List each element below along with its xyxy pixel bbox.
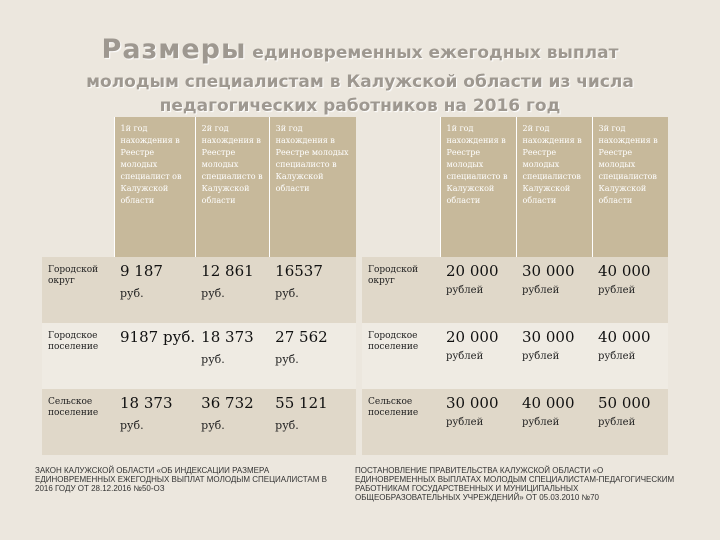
value-cell: 9187 руб. bbox=[114, 323, 195, 389]
row-label-cell: Сельское поселение bbox=[362, 389, 440, 455]
value-cell: 20 000 рублей bbox=[440, 257, 516, 323]
header-cell: 1й год нахождения в Реестре молодых специалист ов Калужской области bbox=[114, 117, 195, 257]
table-corner-cell bbox=[362, 117, 440, 257]
header-cell: 3й год нахождения в Реестре молодых специалисто в Калужской области bbox=[269, 117, 356, 257]
row-label-cell: Городской округ bbox=[362, 257, 440, 323]
table-row bbox=[42, 257, 356, 323]
value-cell: 55 121 руб. bbox=[269, 389, 356, 455]
table-row bbox=[42, 389, 356, 455]
header-cell: 1й год нахождения в Реестре молодых специалисто в Калужской области bbox=[440, 117, 516, 257]
footnote-decree-reference: ПОСТАНОВЛЕНИЕ ПРАВИТЕЛЬСТВА КАЛУЖСКОЙ ОБЛАСТИ «О ЕДИНОВРЕМЕННЫХ ВЫПЛАТАХ МОЛОДЫМ СПЕЦИАЛИСТАМ-ПЕДАГОГИЧЕСКИМ РАБОТНИКАМ ГОСУДАРСТВЕННЫХ И МУНИЦИПАЛЬНЫХ ОБЩЕОБРАЗОВАТЕЛЬНЫХ УЧРЕЖДЕНИЙ» ОТ 05.03.2010 №70 bbox=[355, 466, 675, 502]
row-label-cell: Городское поселение bbox=[362, 323, 440, 389]
header-cell: 2й год нахождения в Реестре молодых специалисто в Калужской области bbox=[195, 117, 269, 257]
table-row bbox=[362, 323, 668, 389]
value-cell: 50 000 рублей bbox=[592, 389, 668, 455]
slide-title-line-3: педагогических работников на 2016 год bbox=[159, 96, 561, 116]
value-cell: 36 732 руб. bbox=[195, 389, 269, 455]
table-row bbox=[362, 257, 668, 323]
table-header-row bbox=[42, 117, 356, 257]
value-cell: 40 000 рублей bbox=[592, 257, 668, 323]
value-cell: 16537 руб. bbox=[269, 257, 356, 323]
footnote-law-reference: ЗАКОН КАЛУЖСКОЙ ОБЛАСТИ «ОБ ИНДЕКСАЦИИ РАЗМЕРА ЕДИНОВРЕМЕННЫХ ЕЖЕГОДНЫХ ВЫПЛАТ МОЛОДЫМ СПЕЦИАЛИСТАМ В 2016 ГОДУ ОТ 28.12.2016 №50-ОЗ bbox=[35, 466, 327, 493]
slide-title-rest: единовременных ежегодных выплат bbox=[252, 43, 619, 63]
value-cell: 30 000 рублей bbox=[440, 389, 516, 455]
value-cell: 27 562 руб. bbox=[269, 323, 356, 389]
value-cell: 18 373 руб. bbox=[114, 389, 195, 455]
value-cell: 20 000 рублей bbox=[440, 323, 516, 389]
table-corner-cell bbox=[42, 117, 114, 257]
slide-title-line-1 bbox=[0, 34, 720, 65]
header-cell: 3й год нахождения в Реестре молодых специалистов Калужской области bbox=[592, 117, 668, 257]
value-cell: 30 000 рублей bbox=[516, 257, 592, 323]
value-cell: 40 000 рублей bbox=[516, 389, 592, 455]
table-row bbox=[362, 389, 668, 455]
table-row bbox=[42, 323, 356, 389]
value-cell: 18 373 руб. bbox=[195, 323, 269, 389]
value-cell: 40 000 рублей bbox=[592, 323, 668, 389]
left-payments-table bbox=[42, 117, 356, 455]
slide-title-line-2: молодым специалистам в Калужской области из числа bbox=[86, 72, 634, 92]
value-cell: 30 000 рублей bbox=[516, 323, 592, 389]
value-cell: 9 187 руб. bbox=[114, 257, 195, 323]
header-cell: 2й год нахождения в Реестре молодых специалистов Калужской области bbox=[516, 117, 592, 257]
table-header-row bbox=[362, 117, 668, 257]
value-cell: 12 861 руб. bbox=[195, 257, 269, 323]
slide-title-emphasis: Размеры bbox=[101, 34, 247, 65]
row-label-cell: Городское поселение bbox=[42, 323, 114, 389]
right-payments-table bbox=[362, 117, 668, 455]
row-label-cell: Городской округ bbox=[42, 257, 114, 323]
row-label-cell: Сельское поселение bbox=[42, 389, 114, 455]
